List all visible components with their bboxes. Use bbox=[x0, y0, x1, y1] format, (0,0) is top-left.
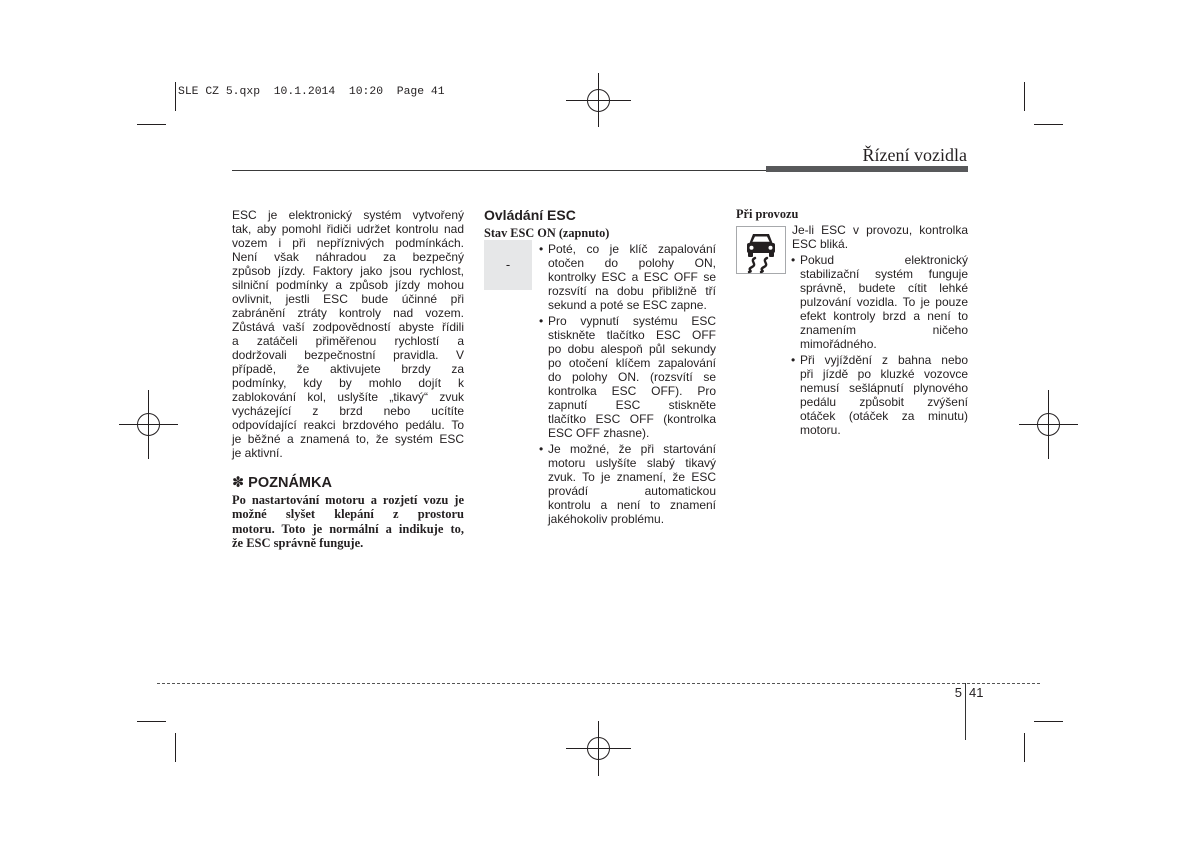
bullet-mark: • bbox=[791, 353, 796, 367]
text-line: správně, budete cítit lehké bbox=[800, 281, 968, 295]
text-line: je běžné a znamená to, že systém ESC bbox=[232, 432, 464, 446]
text-line: efekt kontroly brzd a není to bbox=[800, 309, 968, 323]
text-line: rozsvítí na dobu přibližně tří bbox=[548, 284, 716, 298]
in-operation-paragraph bbox=[792, 223, 968, 251]
text-line: Při vyjíždění z bahna nebo bbox=[800, 353, 968, 367]
text-line: zvuk. To je znamení, že ESC bbox=[548, 470, 716, 484]
esc-on-bullet-list bbox=[536, 242, 716, 528]
text-line: stabilizační systém funguje bbox=[800, 267, 968, 281]
text-line: ESC bliká. bbox=[792, 237, 849, 251]
text-line: Je možné, že při startování bbox=[548, 442, 716, 456]
text-line: mimořádného. bbox=[800, 337, 877, 351]
bullet-mark: • bbox=[539, 314, 544, 328]
text-line: vozem i při nepříznivých podmínkách. bbox=[232, 236, 464, 250]
text-line: kontrolu a není to znamení bbox=[548, 498, 716, 512]
text-line: podmínky, kdy by mohlo dojít k bbox=[232, 376, 464, 390]
note-body bbox=[232, 493, 464, 550]
print-slug: SLE CZ 5.qxp 10.1.2014 10:20 Page 41 bbox=[178, 86, 445, 98]
text-line: pulzování vozidla. To je pouze bbox=[800, 295, 968, 309]
bullet-mark: • bbox=[539, 242, 544, 256]
text-line: otáček (otáček za minutu) bbox=[800, 409, 968, 423]
text-line: a zatáčeli přiměřenou rychlostí a bbox=[232, 334, 464, 348]
bullet-item bbox=[536, 242, 716, 312]
text-line: silniční podmínky a způsob jízdy mohou bbox=[232, 278, 464, 292]
text-line: Není však náhradou za bezpečný bbox=[232, 250, 464, 264]
text-line: kontrolka ESC OFF). Pro bbox=[548, 384, 716, 398]
text-line: do polohy ON. (rozsvítí se bbox=[548, 370, 716, 384]
text-line: ovlivnit, jestli ESC bude účinné při bbox=[232, 292, 464, 306]
text-line: tlačítko ESC OFF (kontrolka bbox=[548, 412, 716, 426]
text-line: motoru uslyšíte slabý tikavý bbox=[548, 456, 716, 470]
bullet-mark: • bbox=[539, 442, 544, 456]
in-operation-bullet-list bbox=[788, 253, 968, 439]
text-line: sekund a poté se ESC zapne. bbox=[548, 298, 707, 312]
header-bar bbox=[766, 166, 968, 172]
footer-rule bbox=[157, 683, 1040, 684]
footer-divider bbox=[965, 683, 966, 740]
crop-mark-top-left bbox=[137, 82, 176, 125]
text-line: provádí automatickou bbox=[548, 484, 716, 498]
crop-mark-bottom-right bbox=[1025, 722, 1064, 763]
in-operation-subheading: Při provozu bbox=[736, 207, 799, 221]
text-line: že ESC správně funguje. bbox=[232, 535, 364, 550]
text-line: jakéhokoliv problému. bbox=[548, 512, 665, 526]
bullet-item bbox=[536, 442, 716, 526]
text-line: Po nastartování motoru a rozjetí vozu je bbox=[232, 493, 464, 507]
bullet-text bbox=[548, 314, 716, 440]
text-line: zapnutí ESC stiskněte bbox=[548, 398, 716, 412]
registration-mark-top bbox=[566, 73, 631, 127]
page-number: 41 bbox=[969, 685, 984, 700]
esc-indicator-icon bbox=[736, 226, 786, 274]
text-line: způsob jízdy. Faktory jako jsou rychlost, bbox=[232, 264, 464, 278]
text-line: motoru. Toto je normální a indikuje to, bbox=[232, 521, 464, 536]
bullet-text bbox=[548, 242, 716, 312]
text-line: znamením ničeho bbox=[800, 323, 968, 337]
text-line: zabránění ztráty kontroly nad vozem. bbox=[232, 306, 464, 320]
crop-mark-bottom-left bbox=[137, 722, 176, 763]
text-line: odpovídající reakci brzdového pedálu. To bbox=[232, 418, 464, 432]
text-line: případě, že aktivujete brzdy za bbox=[232, 362, 464, 376]
text-line: Je-li ESC v provozu, kontrolka bbox=[792, 223, 968, 237]
bullet-mark: • bbox=[791, 253, 796, 267]
bullet-text bbox=[800, 353, 968, 437]
text-line: je aktivní. bbox=[232, 446, 283, 460]
text-line: dodržovali bezpečnostní pravidla. V bbox=[232, 348, 464, 362]
esc-intro-paragraph bbox=[232, 208, 464, 460]
note-title: ✽ POZNÁMKA bbox=[232, 475, 332, 491]
text-line: možné slyšet klepání z prostoru bbox=[232, 507, 464, 522]
section-number: 5 bbox=[954, 685, 962, 700]
text-line: nemusí sešlápnutí plynového bbox=[800, 381, 968, 395]
registration-mark-bottom bbox=[566, 721, 631, 776]
bullet-text bbox=[548, 442, 716, 526]
crop-mark-top-right bbox=[1025, 82, 1064, 125]
text-line: pedálu způsobit zvýšení bbox=[800, 395, 968, 409]
text-line: stiskněte tlačítko ESC OFF bbox=[548, 328, 716, 342]
bullet-text bbox=[800, 253, 968, 351]
text-line: ESC je elektronický systém vytvořený bbox=[232, 208, 464, 222]
text-line: motoru. bbox=[800, 423, 841, 437]
indicator-placeholder-label: - bbox=[505, 257, 511, 272]
text-line: při jízdě po kluzké vozovce bbox=[800, 367, 968, 381]
registration-mark-left bbox=[119, 390, 178, 459]
registration-mark-right bbox=[1019, 390, 1078, 459]
esc-control-heading: Ovládání ESC bbox=[484, 207, 576, 223]
bullet-item bbox=[788, 253, 968, 351]
indicator-placeholder bbox=[484, 240, 532, 290]
text-line: po otočení klíčem zapalování bbox=[548, 356, 716, 370]
text-line: Pokud elektronický bbox=[800, 253, 968, 267]
text-line: Poté, co je klíč zapalování bbox=[548, 242, 716, 256]
bullet-item bbox=[536, 314, 716, 440]
text-line: kontrolky ESC a ESC OFF se bbox=[548, 270, 716, 284]
text-line: ESC OFF zhasne). bbox=[548, 426, 650, 440]
text-line: Pro vypnutí systému ESC bbox=[548, 314, 716, 328]
text-line: po dobu alespoň půl sekundy bbox=[548, 342, 716, 356]
text-line: otočen do polohy ON, bbox=[548, 256, 716, 270]
text-line: Zůstává vaší zodpovědností abyste řídili bbox=[232, 320, 464, 334]
bullet-item bbox=[788, 353, 968, 437]
text-line: zablokování kol, uslyšíte „tikavý“ zvuk bbox=[232, 390, 464, 404]
esc-on-subheading: Stav ESC ON (zapnuto) bbox=[484, 226, 610, 240]
text-line: tak, aby pomohl řidiči udržet kontrolu nad bbox=[232, 222, 464, 236]
text-line: vycházející z brzd nebo ucítíte bbox=[232, 404, 464, 418]
section-title: Řízení vozidla bbox=[862, 145, 967, 165]
